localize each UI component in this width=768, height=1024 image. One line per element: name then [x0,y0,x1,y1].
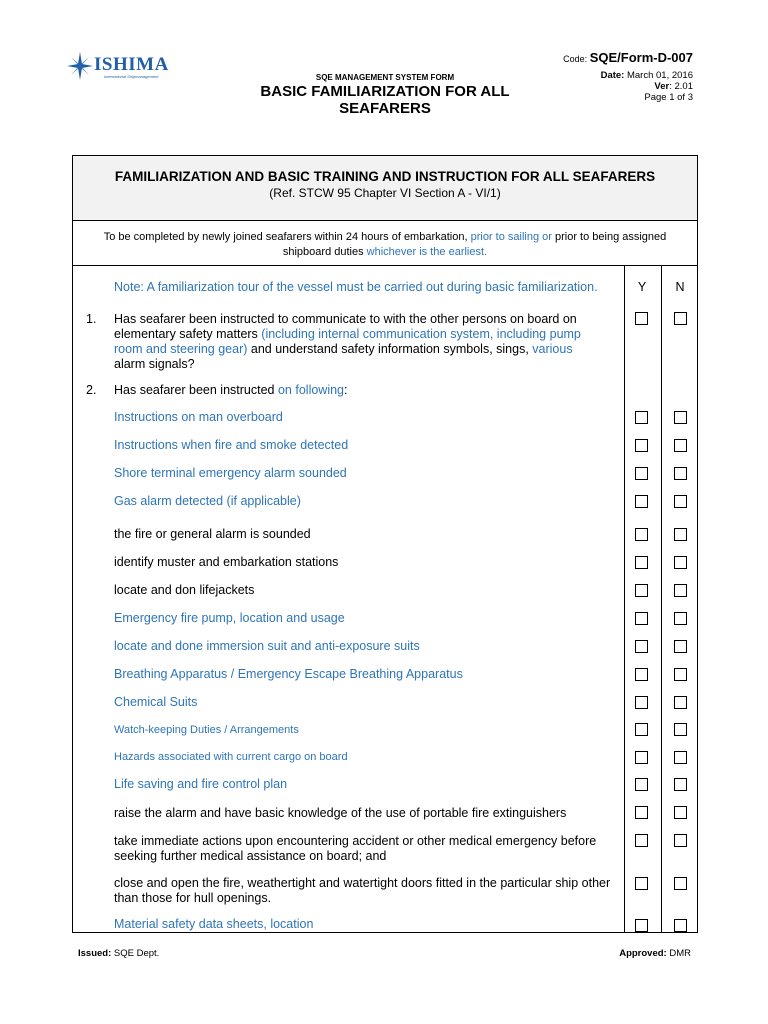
section-reference: (Ref. STCW 95 Chapter VI Section A - VI/1) [269,186,501,200]
item-4-no-checkbox[interactable] [674,495,687,508]
issued-value: SQE Dept. [111,948,160,959]
item-18-yes-checkbox[interactable] [635,919,648,932]
item-general-alarm: the fire or general alarm is sounded [114,527,311,541]
item-8-no-checkbox[interactable] [674,612,687,625]
item-3-no-checkbox[interactable] [674,467,687,480]
item-man-overboard: Instructions on man overboard [114,410,283,424]
item-11-yes-checkbox[interactable] [635,696,648,709]
item-9-yes-checkbox[interactable] [635,640,648,653]
form-date [601,70,693,81]
q1-no-checkbox[interactable] [674,312,687,325]
item-15-no-checkbox[interactable] [674,806,687,819]
q1-text-7: alarm signals? [114,357,195,371]
ver-label: Ver [654,81,670,92]
item-10-yes-checkbox[interactable] [635,668,648,681]
compass-star-icon [66,50,94,82]
item-7-yes-checkbox[interactable] [635,584,648,597]
q1-yes-checkbox[interactable] [635,312,648,325]
footer-issued [78,948,159,959]
date-label: Date: [600,70,625,81]
issued-label: Issued: [78,948,112,959]
system-name: SQE MANAGEMENT SYSTEM FORM [315,73,455,82]
item-1-yes-checkbox[interactable] [635,411,648,424]
date-value: March 01, 2016 [626,70,693,81]
form-code [563,50,693,65]
instruction-text-5: whichever is the earliest. [366,246,488,258]
item-6-no-checkbox[interactable] [674,556,687,569]
approved-label: Approved: [619,948,667,959]
ver-value: : 2.01 [669,81,693,92]
item-msds: Material safety data sheets, location [114,917,314,931]
column-header-yes: Y [637,280,647,294]
approved-value: DMR [666,948,691,959]
instruction-text-1: To be completed by newly joined seafarers within 24 hours of embarkation, [103,231,471,243]
item-18-no-checkbox[interactable] [674,919,687,932]
q1-text-3: (including internal communication system, including pump [261,327,581,341]
item-14-no-checkbox[interactable] [674,778,687,791]
q2-text-1: Has seafarer been instructed [114,383,278,397]
item-6-yes-checkbox[interactable] [635,556,648,569]
item-9-no-checkbox[interactable] [674,640,687,653]
q1-text-2: elementary safety matters [114,327,262,341]
item-medical-emergency: take immediate actions upon encountering accident or other medical emergency before seeking further medical assistance on board; and [114,834,597,863]
q1-text-5: and understand safety information symbols, sings, [247,342,533,356]
instruction-text-3: prior to being assigned [551,231,667,243]
item-lifejackets: locate and don lifejackets [114,583,255,597]
logo-text: ISHIMA [94,54,169,75]
item-4-yes-checkbox[interactable] [635,495,648,508]
item-fire-smoke: Instructions when fire and smoke detected [114,438,349,452]
item-shore-alarm: Shore terminal emergency alarm sounded [114,466,347,480]
item-2-no-checkbox[interactable] [674,439,687,452]
item-immersion-suit: locate and done immersion suit and anti-exposure suits [114,639,420,653]
item-3-yes-checkbox[interactable] [635,467,648,480]
item-life-saving-plan: Life saving and fire control plan [114,777,288,791]
item-2-yes-checkbox[interactable] [635,439,648,452]
item-doors: close and open the fire, weathertight and watertight doors fitted in the particular ship other than those for hull openings. [114,876,611,905]
question-2-text [114,383,619,398]
item-7-no-checkbox[interactable] [674,584,687,597]
form-title-line1: BASIC FAMILIARIZATION FOR ALL [260,83,510,100]
item-1-no-checkbox[interactable] [674,411,687,424]
form-version [654,81,693,92]
item-12-yes-checkbox[interactable] [635,723,648,736]
item-14-yes-checkbox[interactable] [635,778,648,791]
code-value: SQE/Form-D-007 [589,50,693,65]
item-11-no-checkbox[interactable] [674,696,687,709]
item-17-yes-checkbox[interactable] [635,877,648,890]
item-watch-keeping: Watch-keeping Duties / Arrangements [114,724,299,736]
page-indicator: Page 1 of 3 [644,92,693,103]
question-number: 1. [86,312,97,326]
item-cargo-hazards: Hazards associated with current cargo on board [114,751,348,763]
item-breathing-apparatus: Breathing Apparatus / Emergency Escape Breathing Apparatus [114,667,463,681]
q2-text-3: : [344,383,348,397]
item-10-no-checkbox[interactable] [674,668,687,681]
item-fire-extinguishers: raise the alarm and have basic knowledge of the use of portable fire extinguishers [114,806,567,820]
item-5-no-checkbox[interactable] [674,528,687,541]
instruction-text-2: prior to sailing or [470,231,552,243]
item-5-yes-checkbox[interactable] [635,528,648,541]
item-16-no-checkbox[interactable] [674,834,687,847]
section-title: FAMILIARIZATION AND BASIC TRAINING AND INSTRUCTION FOR ALL SEAFARERS [114,169,656,184]
question-number: 2. [86,383,97,397]
instruction-text-4: shipboard duties [282,246,367,258]
item-13-no-checkbox[interactable] [674,751,687,764]
column-divider-n [661,265,662,933]
item-12-no-checkbox[interactable] [674,723,687,736]
familiarization-note: Note: A familiarization tour of the vessel must be carried out during basic familiarization. [114,280,598,294]
item-16-yes-checkbox[interactable] [635,834,648,847]
item-gas-alarm: Gas alarm detected (if applicable) [114,494,301,508]
logo-tagline: International Shipmanagement [104,74,159,79]
form-title-line2: SEAFARERS [339,100,431,117]
item-17-no-checkbox[interactable] [674,877,687,890]
company-logo [66,50,176,82]
q1-text-4: room and steering gear) [114,342,248,356]
q1-text-1: Has seafarer been instructed to communicate to with the other persons on board on [114,312,577,326]
q2-text-2: on following [277,383,344,397]
code-label: Code: [563,54,588,64]
item-13-yes-checkbox[interactable] [635,751,648,764]
question-1-text [114,312,619,372]
column-header-no: N [675,280,685,294]
item-fire-pump: Emergency fire pump, location and usage [114,611,345,625]
divider [73,265,697,266]
form-title [220,83,550,117]
column-divider-y [624,265,625,933]
item-chemical-suits: Chemical Suits [114,695,198,709]
q1-text-6: various [532,342,573,356]
completion-instruction [80,230,690,260]
item-8-yes-checkbox[interactable] [635,612,648,625]
item-15-yes-checkbox[interactable] [635,806,648,819]
footer-approved [619,948,691,959]
item-muster-stations: identify muster and embarkation stations [114,555,339,569]
